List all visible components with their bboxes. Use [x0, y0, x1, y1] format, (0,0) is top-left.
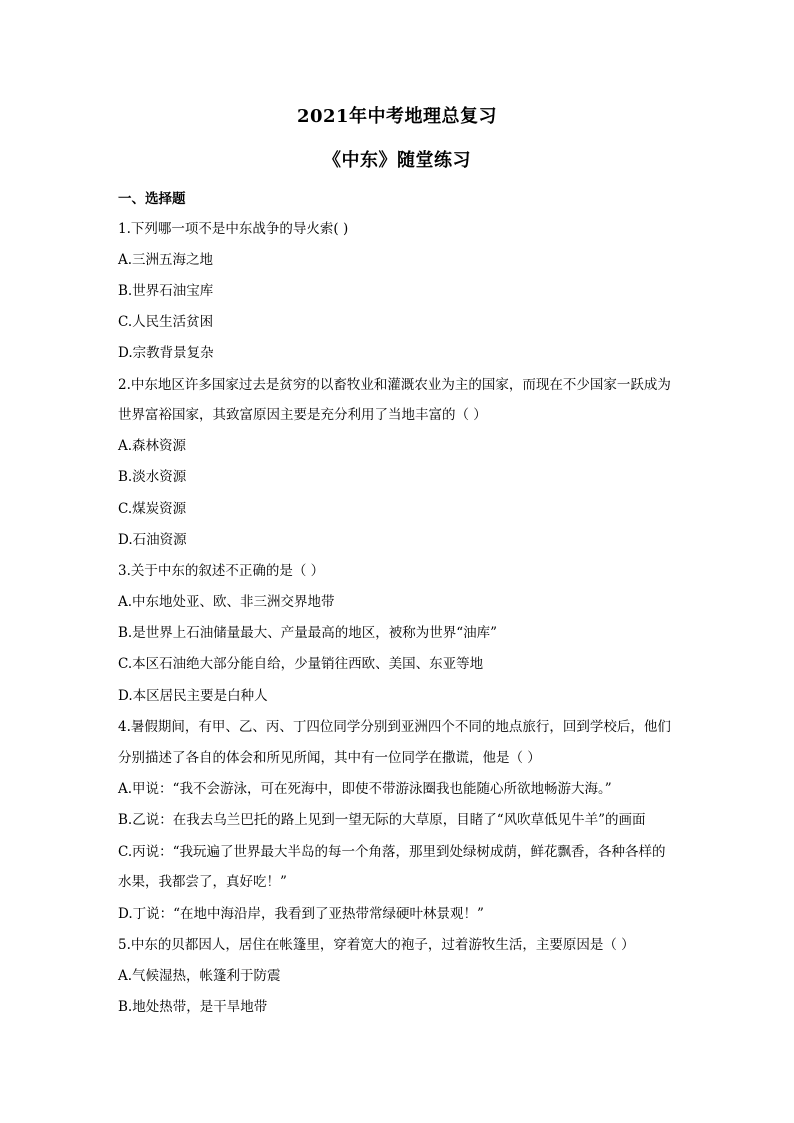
option-line: C.人民生活贫困: [118, 314, 214, 330]
option-line: B.是世界上石油储量最大、产量最高的地区，被称为世界“油库”: [118, 625, 498, 641]
option-line: C.本区石油绝大部分能自给，少量销往西欧、美国、东亚等地: [118, 656, 484, 672]
option-line: D.本区居民主要是白种人: [118, 688, 268, 704]
option-line: D.宗教背景复杂: [118, 345, 214, 361]
question-2: 2.中东地区许多国家过去是贫穷的以畜牧业和灌溉农业为主的国家，而现在不少国家一跃成为: [118, 377, 671, 393]
option-line: D.石油资源: [118, 532, 187, 548]
option-line: C.丙说：“我玩遍了世界最大半岛的每一个角落，那里到处绿树成荫，鲜花飘香，各种各样的: [118, 844, 666, 860]
option-line: B.乙说：在我去乌兰巴托的路上见到一望无际的大草原，目睹了“风吹草低见牛羊”的画面: [118, 812, 646, 828]
option-line-cont: 水果，我都尝了，真好吃！”: [118, 874, 287, 890]
option-line: B.世界石油宝库: [118, 283, 214, 299]
option-line: D.丁说：“在地中海沿岸，我看到了亚热带常绿硬叶林景观！”: [118, 906, 484, 922]
section-heading: 一、选择题: [118, 191, 186, 207]
question-2-cont: 世界富裕国家，其致富原因主要是充分利用了当地丰富的（ ）: [118, 407, 487, 423]
question-4-cont: 分别描述了各自的体会和所见所闻，其中有一位同学在撒谎，他是（ ）: [118, 750, 541, 766]
question-1: 1.下列哪一项不是中东战争的导火索( ): [118, 221, 349, 237]
question-5: 5.中东的贝都因人，居住在帐篷里，穿着宽大的袍子，过着游牧生活，主要原因是（ ）: [118, 937, 635, 953]
option-line: C.煤炭资源: [118, 501, 187, 517]
option-line: B.地处热带，是干旱地带: [118, 999, 268, 1015]
page-subtitle: 《中东》随堂练习: [323, 150, 471, 171]
page-title: 2021年中考地理总复习: [296, 106, 498, 127]
question-4: 4.暑假期间，有甲、乙、丙、丁四位同学分别到亚洲四个不同的地点旅行，回到学校后，他们: [118, 719, 671, 735]
option-line: A.甲说：“我不会游泳，可在死海中，即使不带游泳圈我也能随心所欲地畅游大海。”: [118, 781, 612, 797]
option-line: B.淡水资源: [118, 469, 187, 485]
option-line: A.中东地处亚、欧、非三洲交界地带: [118, 594, 335, 610]
option-line: A.森林资源: [118, 438, 187, 454]
question-3: 3.关于中东的叙述不正确的是（ ）: [118, 563, 325, 579]
option-line: A.气候湿热，帐篷利于防震: [118, 968, 281, 984]
option-line: A.三洲五海之地: [118, 252, 214, 268]
